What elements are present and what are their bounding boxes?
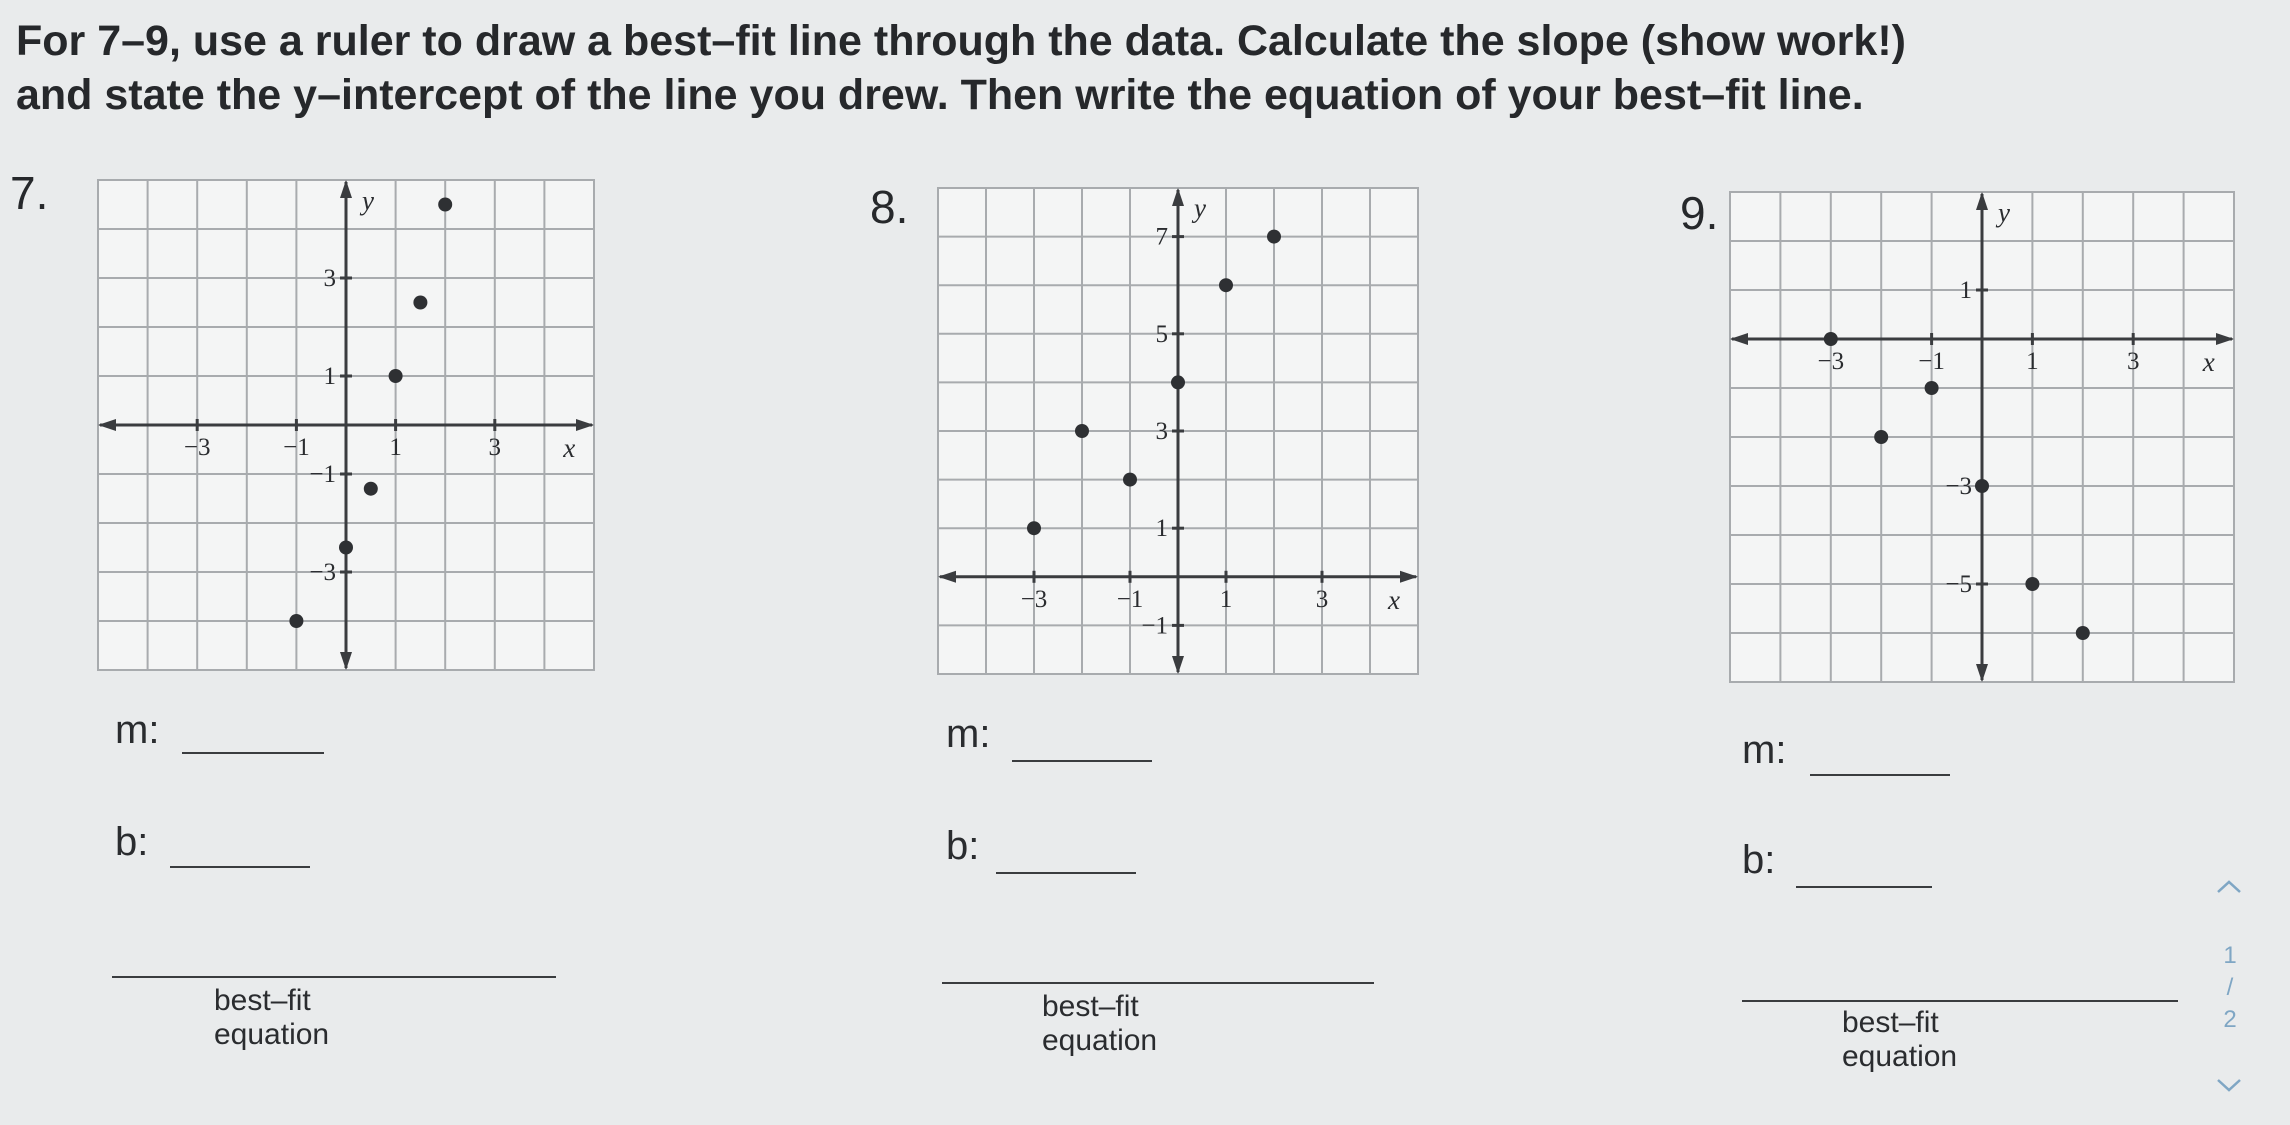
data-point <box>1975 479 1989 493</box>
data-point <box>2025 577 2039 591</box>
equation-caption: best–fit equation <box>1842 1006 1958 1073</box>
y-tick-label: 3 <box>323 265 336 292</box>
equation-blank[interactable] <box>942 982 1374 984</box>
intercept-label: b: <box>115 820 149 864</box>
intercept-label: b: <box>1742 838 1776 882</box>
instructions-line-1: For 7–9, use a ruler to draw a best–fit line through the data. Calculate the slope (show work!) <box>16 17 1906 65</box>
equation-caption: best–fit equation <box>1042 990 1158 1057</box>
y-axis-label: y <box>1998 197 2010 228</box>
equation-blank[interactable] <box>112 976 556 978</box>
x-axis-label: x <box>563 433 576 463</box>
data-point <box>1874 430 1888 444</box>
y-tick-label: 1 <box>323 363 336 390</box>
total-pages: 2 <box>2223 1006 2237 1033</box>
graph-8 <box>938 188 1418 674</box>
graph-9 <box>1730 192 2234 682</box>
intercept-blank[interactable] <box>1796 886 1932 888</box>
x-tick-label: −1 <box>1116 585 1144 613</box>
y-tick-label: 7 <box>1155 223 1168 251</box>
x-tick-label: 1 <box>1219 585 1233 613</box>
problem-number: 7. <box>10 167 49 219</box>
y-axis-label: y <box>1194 193 1206 224</box>
y-tick-label: −1 <box>309 461 336 488</box>
x-tick-label: −3 <box>1817 348 1845 375</box>
y-tick-label: 3 <box>1155 418 1168 445</box>
chevron-up-icon[interactable] <box>2214 872 2244 902</box>
slope-label: m: <box>115 708 160 752</box>
page-separator: / <box>2226 974 2234 1001</box>
current-page: 1 <box>2223 942 2237 969</box>
x-tick-label: 1 <box>389 434 402 461</box>
slope-blank[interactable] <box>182 752 324 754</box>
data-point <box>1171 375 1185 389</box>
x-tick-label: 3 <box>2126 348 2140 375</box>
x-axis-label: x <box>1388 584 1400 615</box>
data-point <box>289 614 303 628</box>
y-tick-label: −3 <box>1945 473 1972 500</box>
equation-caption: best–fit equation <box>214 984 330 1051</box>
x-tick-label: −1 <box>283 434 310 461</box>
problem-number: 9. <box>1680 187 1719 239</box>
slope-label: m: <box>1742 728 1787 772</box>
y-tick-label: 1 <box>1959 277 1972 304</box>
y-tick-label: −5 <box>1945 571 1972 598</box>
x-tick-label: 3 <box>488 434 502 461</box>
data-point <box>1267 230 1281 244</box>
intercept-blank[interactable] <box>170 866 310 868</box>
data-point <box>1925 381 1939 395</box>
data-point <box>364 482 378 496</box>
y-tick-label: −1 <box>1141 612 1168 640</box>
data-point <box>1027 521 1041 535</box>
x-tick-label: −1 <box>1918 348 1945 375</box>
data-point <box>438 198 452 212</box>
data-point <box>2076 626 2090 640</box>
instructions <box>16 14 2216 122</box>
data-point <box>389 369 403 383</box>
y-tick-label: 5 <box>1155 320 1168 348</box>
x-tick-label: −3 <box>183 434 211 461</box>
data-point <box>339 541 353 555</box>
graph-7 <box>98 180 594 670</box>
y-tick-label: −3 <box>309 559 336 586</box>
data-point <box>1219 278 1233 292</box>
page-navigator <box>2212 870 2248 1110</box>
instructions-line-2: and state the y–intercept of the line you drew. Then write the equation of your best–fit line. <box>16 71 1864 119</box>
slope-blank[interactable] <box>1810 774 1950 776</box>
intercept-label: b: <box>946 824 980 868</box>
slope-label: m: <box>946 712 991 756</box>
intercept-blank[interactable] <box>996 872 1136 874</box>
x-axis-label: x <box>2202 347 2215 377</box>
data-point <box>1123 473 1137 487</box>
data-point <box>413 296 427 310</box>
x-tick-label: 3 <box>1315 585 1329 613</box>
data-point <box>1075 424 1089 438</box>
data-point <box>1824 332 1838 346</box>
chevron-down-icon[interactable] <box>2214 1070 2244 1100</box>
x-tick-label: −3 <box>1020 585 1048 613</box>
y-tick-label: 1 <box>1155 515 1168 543</box>
slope-blank[interactable] <box>1012 760 1152 762</box>
equation-blank[interactable] <box>1742 1000 2178 1002</box>
x-tick-label: 1 <box>2026 348 2039 375</box>
problem-number: 8. <box>870 181 909 233</box>
y-axis-label: y <box>362 185 374 216</box>
